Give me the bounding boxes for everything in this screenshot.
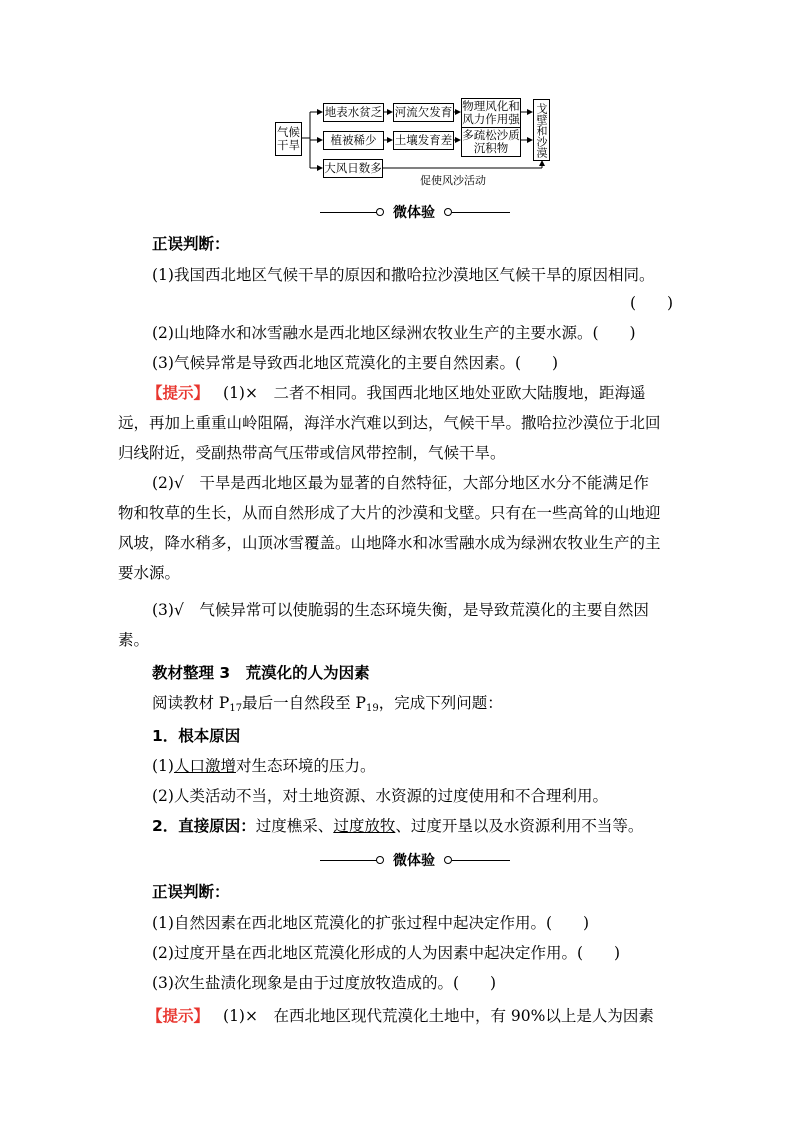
row1-label3: 物理风化和风力作用强 [462, 99, 520, 126]
p1-b: 对生态环境的压力。 [235, 757, 376, 775]
row2-label1: 植被稀少 [330, 133, 377, 147]
divider-dot [376, 856, 384, 864]
divider-2 [320, 850, 510, 870]
result-box [533, 99, 550, 161]
read-c: ，完成下列问题： [378, 694, 503, 712]
read-sub2: 19 [365, 703, 379, 714]
read-a: 阅读教材 P [152, 694, 230, 712]
p1-underline: 人口激增 [173, 757, 236, 775]
h2-a: 过度樵采、 [255, 817, 334, 835]
s1-a3-line1: (3)√ 气候异常可以使脆弱的生态环境失衡，是导致荒漠化的主要自然因 [152, 601, 649, 619]
section1-heading: 正误判断： [152, 235, 230, 253]
s3-a1-text: (1)× 在西北地区现代荒漠化土地中，有 90%以上是人为因素 [223, 1007, 654, 1025]
p1-a: (1) [152, 757, 174, 775]
row1-box3 [461, 98, 521, 128]
s1-q1-paren: ( ) [630, 294, 674, 312]
divider-label: 微体验 [386, 202, 442, 222]
s1-a3-line2: 素。 [118, 631, 150, 649]
h2-b: 、过度开垦以及水资源利用不当等。 [395, 817, 644, 835]
row2-box1 [323, 131, 384, 150]
divider-dot [444, 208, 452, 216]
row2-label3: 多疏松沙质沉积物 [462, 128, 520, 155]
divider-bar [452, 212, 510, 213]
s1-a2-line1: (2)√ 干旱是西北地区最为显著的自然特征，大部分地区水分不能满足作 [152, 474, 649, 492]
bottom-label: 促使风沙活动 [420, 174, 486, 187]
s3-q2: (2)过度开垦在西北地区荒漠化形成的人为因素中起决定作用。( ) [152, 944, 621, 962]
result-label: 戈壁和沙漠 [535, 102, 548, 158]
row2-box2 [393, 131, 454, 150]
divider-bar [320, 212, 378, 213]
s2-read [152, 693, 682, 719]
s1-a1-line1 [147, 383, 677, 403]
s1-q1: (1)我国西北地区气候干旱的原因和撒哈拉沙漠地区气候干旱的原因相同。 [152, 266, 655, 284]
row3-box1 [323, 159, 383, 178]
s1-a2-line2: 物和牧草的生长，从而自然形成了大片的沙漠和戈壁。只有在一些高耸的山地迎 [118, 504, 661, 522]
s1-q3: (3)气候异常是导致西北地区荒漠化的主要自然因素。( ) [152, 354, 559, 372]
s3-q3: (3)次生盐渍化现象是由于过度放牧造成的。( ) [152, 974, 497, 992]
row1-box2 [393, 103, 454, 122]
s2-h1: 1．根本原因 [152, 727, 241, 745]
read-b: 最后一自然段至 P [242, 694, 366, 712]
s1-q2: (2)山地降水和冰雪融水是西北地区绿洲农牧业生产的主要水源。( ) [152, 324, 636, 342]
s2-h2: 2．直接原因： [152, 817, 256, 835]
tip-label: 【提示】 [147, 1007, 210, 1025]
s1-a1-line2: 远，再加上重重山岭阻隔，海洋水汽难以到达，气候干旱。撒哈拉沙漠位于北回 [118, 414, 661, 432]
h2-underline: 过度放牧 [333, 817, 396, 835]
s2-p2: (2)人类活动不当，对土地资源、水资源的过度使用和不合理利用。 [152, 787, 608, 805]
root-label: 气候干旱 [277, 125, 300, 152]
divider-label: 微体验 [386, 850, 442, 870]
row1-label2: 河流欠发育 [394, 105, 453, 119]
section2-title: 教材整理 3 荒漠化的人为因素 [152, 664, 370, 682]
s2-h2-line [152, 816, 682, 836]
s1-a2-line3: 风坡，降水稍多，山顶冰雪覆盖。山地降水和冰雪融水成为绿洲农牧业生产的主 [118, 534, 661, 552]
causal-diagram [270, 95, 560, 190]
s2-p1 [152, 756, 682, 776]
row1-label1: 地表水贫乏 [324, 105, 383, 119]
divider-1 [320, 202, 510, 222]
read-sub1: 17 [229, 703, 243, 714]
section3-heading: 正误判断： [152, 883, 230, 901]
s1-a1-text: (1)× 二者不相同。我国西北地区地处亚欧大陆腹地，距海遥 [223, 384, 646, 402]
s3-q1: (1)自然因素在西北地区荒漠化的扩张过程中起决定作用。( ) [152, 914, 590, 932]
divider-bar [320, 860, 378, 861]
row2-box3 [461, 127, 521, 157]
s1-a1-line3: 归线附近，受副热带高气压带或信风带控制，气候干旱。 [118, 444, 506, 462]
divider-dot [444, 856, 452, 864]
divider-dot [376, 208, 384, 216]
tip-label: 【提示】 [147, 384, 210, 402]
row3-label1: 大风日数多 [324, 161, 382, 175]
root-box [275, 122, 302, 156]
divider-bar [452, 860, 510, 861]
row2-label2: 土壤发育差 [394, 133, 453, 147]
s1-a2-line4: 要水源。 [118, 564, 181, 582]
s3-a1-line1 [147, 1006, 677, 1026]
row1-box1 [323, 103, 384, 122]
